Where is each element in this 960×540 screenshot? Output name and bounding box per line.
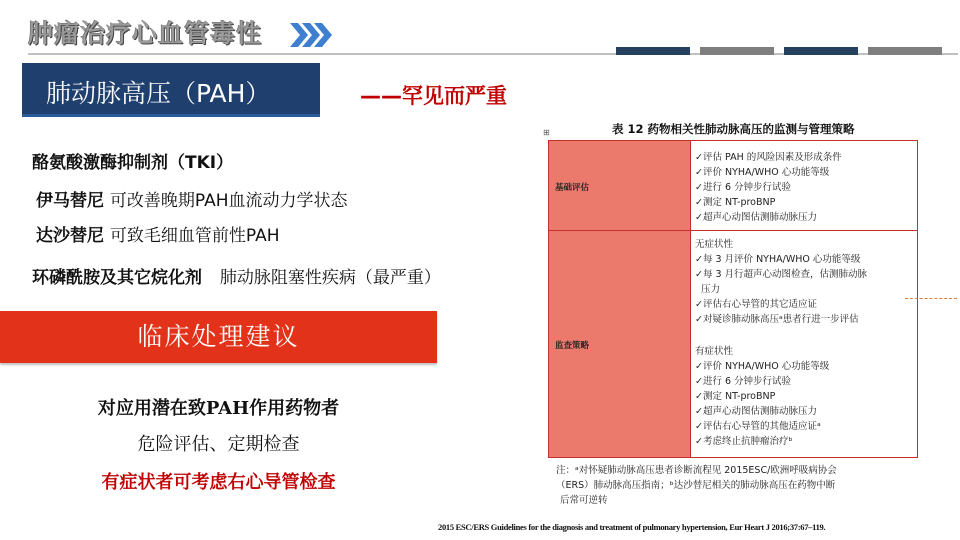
row1-item: ✓评价 NYHA/WHO 心功能等级 [695,167,830,178]
dasatinib-line [36,221,280,246]
recommendation-line-2: 危险评估、定期检查 [137,434,300,455]
row1-item: ✓评估 PAH 的风险因素及形成条件 [695,152,842,163]
dasatinib-name: 达沙替尼 [36,226,104,246]
cyclophosphamide-line [32,263,441,288]
table-expand-icon: ⊞ [543,128,550,137]
recommendation-line-1: 对应用潜在致PAH作用药物者 [97,398,340,419]
pah-heading: 肺动脉高压（PAH） [46,79,271,108]
row2-item: 无症状性 [695,239,734,250]
row2-item: ✓对疑诊肺动脉高压ᵃ患者行进一步评估 [695,314,859,325]
row2-content-cell [691,231,917,457]
row1-label: 基础评估 [555,183,590,193]
row1-content-cell [691,141,917,230]
header-segment-4 [868,47,942,55]
recommendation-banner-label: 临床处理建议 [137,322,300,351]
row1-item: ✓测定 NT-proBNP [695,197,776,208]
recommendation-line-3: 有症状者可考虑右心导管检查 [101,472,336,493]
cyclophosphamide-desc: 肺动脉阻塞性疾病（最严重） [219,268,441,288]
reference-citation: 2015 ESC/ERS Guidelines for the diagnosis and treatment of pulmonary hypertension, Eur Heart J 2016;37:67–119. [438,522,826,532]
tki-heading: 酪氨酸激酶抑制剂（TKI） [32,153,234,173]
chevron-right-icon [288,20,336,50]
slide-title: 肿瘤治疗心血管毒性 [28,19,263,48]
imatinib-desc: 可改善晚期PAH血流动力学状态 [109,191,348,211]
row2-item: ✓进行 6 分钟步行试验 [695,376,792,387]
row2-item: ✓每 3 月评价 NYHA/WHO 心功能等级 [695,254,861,265]
row2-item: ✓考虑终止抗肿瘤治疗ᵇ [695,436,793,447]
dasatinib-desc: 可致毛细血管前性PAH [109,226,280,246]
row2-item: ✓每 3 月行超声心动图检查，估测肺动脉 [695,269,868,280]
row2-item: 有症状性 [695,346,734,357]
row1-item: ✓进行 6 分钟步行试验 [695,182,792,193]
strategy-table [548,140,918,458]
imatinib-line [36,186,348,211]
pah-tagline: ——罕见而严重 [360,84,507,108]
cyclophosphamide-name: 环磷酰胺及其它烷化剂 [32,268,202,288]
decorative-dash-line [905,298,957,299]
row1-item: ✓超声心动图估测肺动脉压力 [695,212,817,223]
header-segment-2 [700,47,774,55]
table-note: 后常可逆转 [560,495,608,506]
header-segment-1 [616,47,690,55]
row2-label-cell [549,231,691,457]
row2-item: ✓评估右心导管的其它适应证 [695,299,817,310]
table-note: （ERS）肺动脉高压指南；ᵇ达沙替尼相关的肺动脉高压在药物中断 [556,480,836,491]
row2-item: ✓测定 NT-proBNP [695,391,776,402]
row2-label: 监查策略 [555,341,590,351]
table-note: 注：ᵃ对怀疑肺动脉高压患者诊断流程见 2015ESC/欧洲呼吸病协会 [556,465,837,476]
row1-label-cell [549,141,691,230]
header-segment-3 [784,47,858,55]
table-title: 表 12 药物相关性肺动脉高压的监测与管理策略 [612,122,855,136]
row2-item: ✓评估右心导管的其他适应证ᵃ [695,421,821,432]
row2-item: ✓超声心动图估测肺动脉压力 [695,406,817,417]
imatinib-name: 伊马替尼 [36,191,104,211]
row2-item: 压力 [701,284,721,295]
row2-item: ✓评价 NYHA/WHO 心功能等级 [695,361,830,372]
